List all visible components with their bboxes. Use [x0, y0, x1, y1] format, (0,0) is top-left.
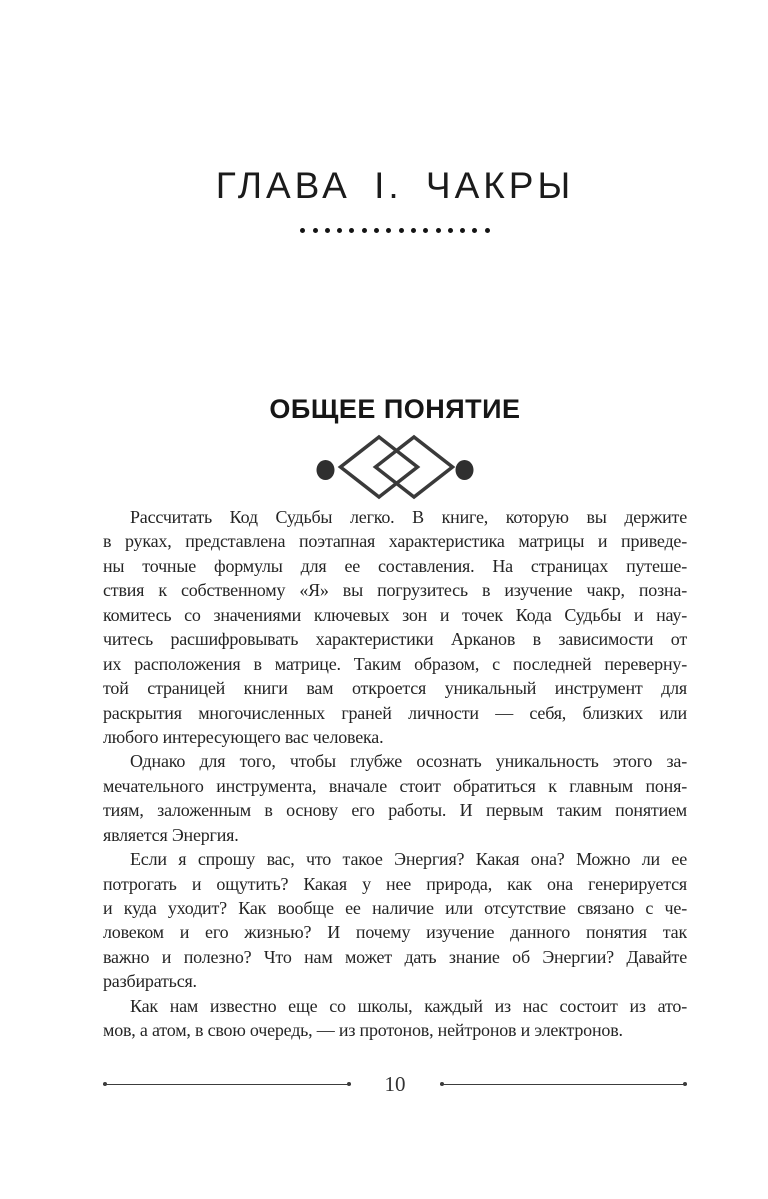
text-line: мов, а атом, в свою очередь, — из протонов, нейтронов и электронов.: [103, 1020, 623, 1041]
text-line: их расположения в матрице. Таким образом, с последней переверну-: [103, 653, 687, 674]
divider-dot: [386, 228, 391, 233]
text-line: раскрытия многочисленных граней личности — себя, близких или: [103, 702, 687, 723]
divider-dot: [399, 228, 404, 233]
text-line: ны точные формулы для ее составления. На страницах путеше-: [103, 555, 687, 576]
ornament-left-dot-icon: [317, 460, 335, 480]
text-line: Однако для того, чтобы глубже осознать уникальность этого за-: [130, 751, 687, 772]
divider-dot: [337, 228, 342, 233]
paragraph: [103, 994, 687, 1043]
text-line: в руках, представлена поэтапная характеристика матрицы и приведе-: [103, 531, 687, 552]
text-line: разбираться.: [103, 971, 197, 992]
text-line: является Энергия.: [103, 824, 239, 845]
dotted-divider: [103, 228, 687, 233]
chapter-title: ГЛАВА I. ЧАКРЫ: [215, 165, 575, 206]
text-line: любого интересующего вас человека.: [103, 726, 384, 747]
paragraph: [103, 847, 687, 994]
divider-dot: [362, 228, 367, 233]
ornament-right-diamond-icon: [376, 437, 453, 497]
text-line: той страницей книги вам откроется уникальный инструмент для: [103, 678, 687, 699]
text-line: Как нам известно еще со школы, каждый из нас состоит из ато-: [130, 995, 687, 1016]
text-line: потрогать и ощутить? Какая у нее природа, как она генерируется: [103, 873, 687, 894]
divider-dot: [448, 228, 453, 233]
text-line: читесь расшифровывать характеристики Арканов в зависимости от: [103, 629, 687, 650]
divider-dot: [460, 228, 465, 233]
text-line: Рассчитать Код Судьбы легко. В книге, которую вы держите: [130, 507, 687, 527]
text-line: и куда уходит? Как вообще ее наличие или отсутствие связано с че-: [103, 898, 687, 918]
divider-dot: [485, 228, 490, 233]
divider-dot: [411, 228, 416, 233]
body-text: [103, 505, 687, 1043]
text-line: ствия к собственному «Я» вы погрузитесь в изучение чакр, позна-: [103, 580, 687, 601]
text-line: ловеком и его жизнью? И почему изучение данного понятия так: [103, 922, 687, 943]
divider-dot: [472, 228, 477, 233]
paragraph: [103, 505, 687, 749]
ornament-right-dot-icon: [456, 460, 474, 480]
text-line: тиям, заложенным в основу его работы. И первым таким понятием: [103, 800, 687, 821]
section-title: ОБЩЕЕ ПОНЯТИЕ: [269, 394, 521, 424]
footer-rule-left: [103, 1084, 351, 1085]
text-line: важно и полезно? Что нам может дать знание об Энергии? Давайте: [103, 946, 687, 967]
divider-dot: [325, 228, 330, 233]
page-footer: [103, 1072, 687, 1096]
divider-dot: [300, 228, 305, 233]
diamond-ornament: [316, 427, 474, 507]
divider-dot: [349, 228, 354, 233]
paragraph: [103, 749, 687, 847]
divider-dot: [436, 228, 441, 233]
text-line: мечательного инструмента, вначале стоит обратиться к главным поня-: [103, 775, 687, 796]
divider-dot: [313, 228, 318, 233]
ornament-left-diamond-icon: [341, 437, 418, 497]
divider-dot: [374, 228, 379, 233]
divider-dot: [423, 228, 428, 233]
footer-rule-right: [440, 1084, 688, 1085]
page-number: 10: [384, 1071, 406, 1096]
text-line: комитесь со значениями ключевых зон и точек Кода Судьбы и нау-: [103, 604, 687, 625]
text-line: Если я спрошу вас, что такое Энергия? Какая она? Можно ли ее: [130, 849, 687, 870]
